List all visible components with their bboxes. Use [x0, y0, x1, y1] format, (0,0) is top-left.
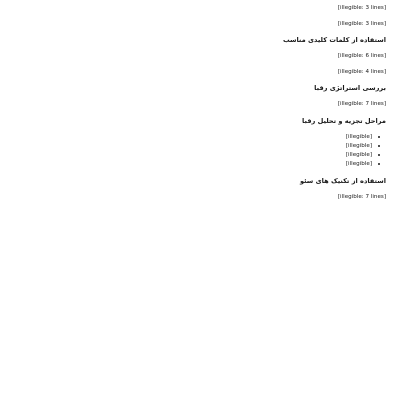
list-item: [illegible]	[14, 160, 372, 169]
intro-paragraph-1: [illegible: 3 lines]	[337, 5, 386, 11]
list-item: [illegible]	[14, 142, 372, 151]
section-heading-keywords: استفاده از کلمات کلیدی مناسب	[282, 36, 386, 45]
section-heading-competitor-analysis-steps: مراحل تجزیه و تحلیل رقبا	[302, 116, 386, 125]
keywords-paragraph-1: [illegible: 6 lines]	[337, 53, 386, 60]
competitor-analysis-steps-list	[14, 133, 386, 169]
competitor-strategy-paragraph: [illegible: 7 lines]	[337, 101, 386, 108]
section-heading-competitor-strategy: بررسی استراتژی رقبا	[314, 84, 386, 93]
list-item: [illegible]	[14, 151, 372, 160]
list-item: [illegible]	[14, 133, 372, 142]
keywords-paragraph-2: [illegible: 4 lines]	[337, 68, 386, 75]
seo-techniques-paragraph: [illegible: 7 lines]	[337, 193, 386, 200]
section-heading-seo-techniques: استفاده از تکنیک های سئو	[299, 176, 386, 185]
intro-paragraph-2: [illegible: 3 lines]	[337, 20, 386, 27]
